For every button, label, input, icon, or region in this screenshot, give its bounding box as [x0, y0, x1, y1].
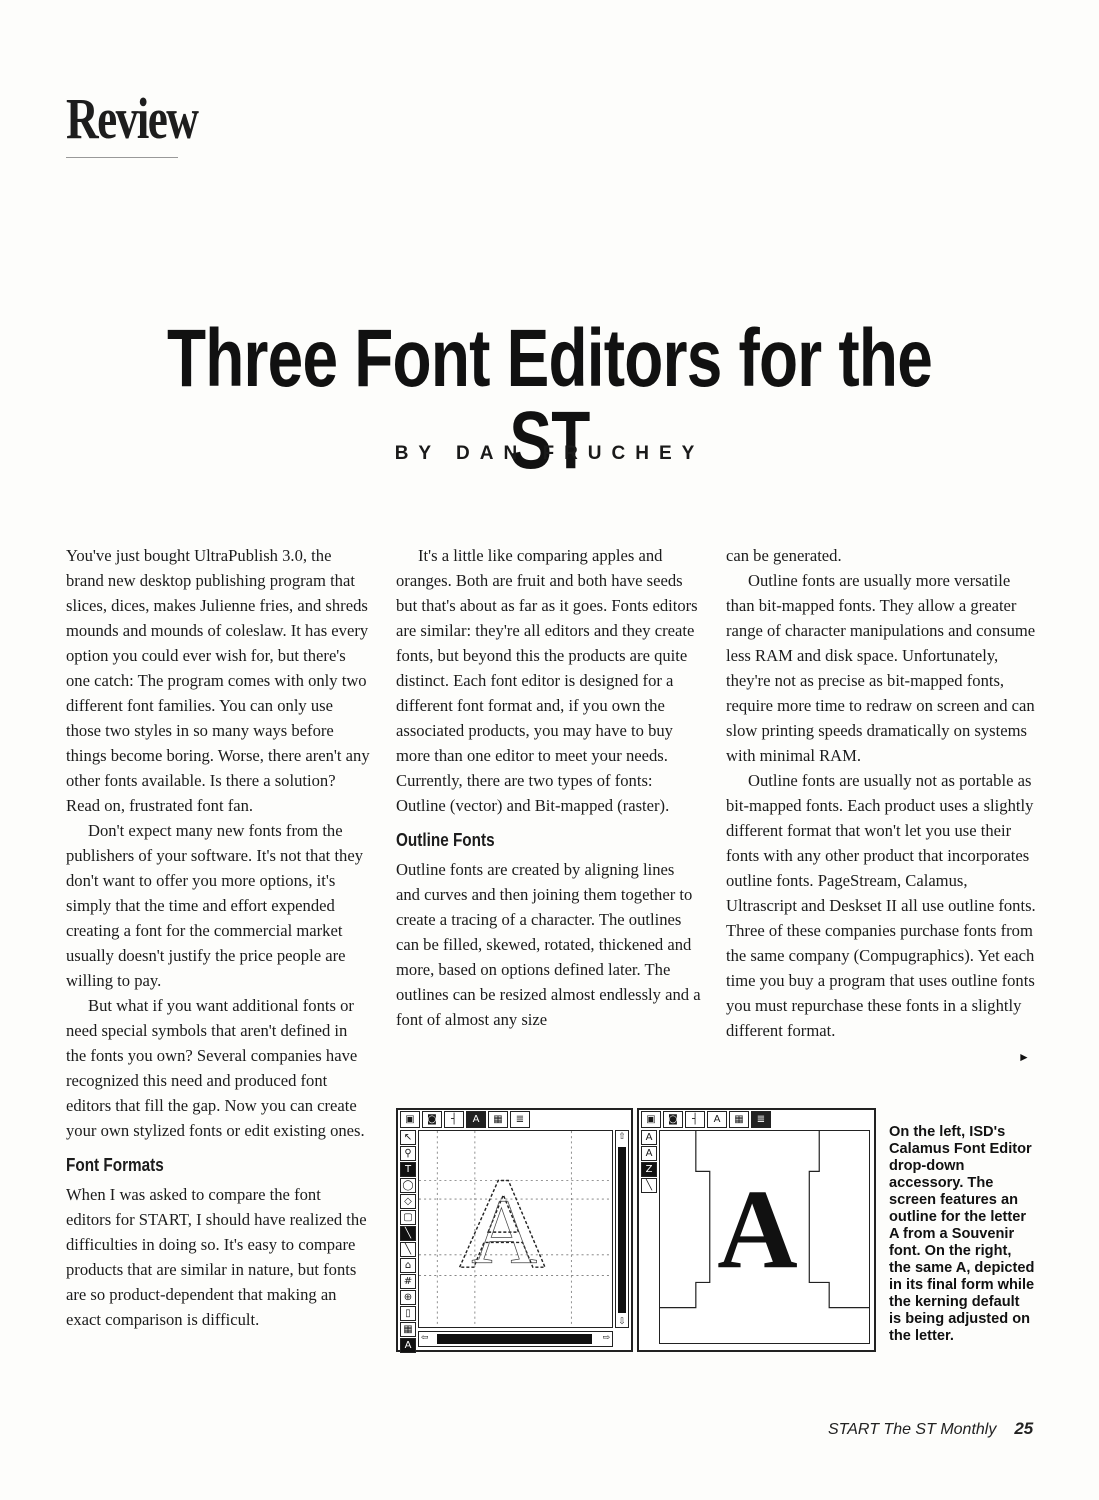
circle-tool-icon[interactable]: ◯: [400, 1178, 416, 1193]
filled-letter: A: [717, 1167, 798, 1293]
figure-caption: On the left, ISD's Calamus Font Editor drop-down accessory. The screen features an outline for the letter A from a Souvenir font. On the right, the same A, depicted in its final form while the kerning default is being adjusted on the letter.: [889, 1124, 1035, 1344]
paragraph: When I was asked to compare the font editors for START, I should have realized the difficulties in doing so. It's easy to compare products that are similar in nature, but fonts are so product-dependent that making an exact comparison is difficult.: [66, 1185, 367, 1329]
publication-name: START The ST Monthly: [828, 1421, 997, 1438]
tool-palette: [641, 1130, 655, 1193]
disk-icon[interactable]: ▣: [641, 1111, 661, 1128]
paragraph: It's a little like comparing apples and oranges. Both are fruit and both have seeds but that's about as far as it goes. Fonts editors are similar: they're all editors and they create fonts, but beyond this the products are quite distinct. Each font editor is designed for a different font format and, if you own the associated products, you may have to buy more than one editor to meet your needs. Currently, there are two types of fonts: Outline (vector) and Bit-mapped (raster).: [396, 546, 698, 815]
section-rule: [66, 157, 178, 158]
column-3: [726, 543, 1036, 1043]
font-icon[interactable]: ≣: [510, 1111, 530, 1128]
char-tool-icon[interactable]: A: [641, 1146, 657, 1161]
subhead-font-formats: Font Formats: [66, 1155, 164, 1175]
box-tool-icon[interactable]: ▢: [400, 1210, 416, 1225]
grid-icon[interactable]: ▦: [729, 1111, 749, 1128]
paragraph: Outline fonts are usually not as portable as bit-mapped fonts. Each product uses a slightly different format that won't let you use their fonts with any other product that incorporates outline fonts. PageStream, Calamus, Ultrascript and Deskset II all use outline fonts. Three of these companies purchase fonts from the same company (Compugraphics). Yet each time you buy a program that uses outline fonts you must repurchase these fonts in a slightly different format.: [726, 771, 1036, 1040]
pointer-tool-icon[interactable]: ↖: [400, 1130, 416, 1145]
paragraph: Outline fonts are usually more versatile than bit-mapped fonts. They allow a greater range of character manipulations and consume less RAM and disk space. Unfortunately, they're not as precise as bit-mapped fonts, require more time to redraw on screen and can slow printing speeds dramatically on systems with minimal RAM.: [726, 571, 1036, 765]
magnify-tool-icon[interactable]: ⚲: [400, 1146, 416, 1161]
trash-tool-icon[interactable]: ▯: [400, 1306, 416, 1321]
node-tool-icon[interactable]: ⌂: [400, 1258, 416, 1273]
tool-palette: [400, 1130, 414, 1353]
scroll-down-icon[interactable]: ⇩: [618, 1316, 626, 1326]
page-footer: [828, 1419, 1033, 1439]
camera-icon[interactable]: ◙: [663, 1111, 683, 1128]
outline-letter: A: [471, 1180, 538, 1284]
diamond-tool-icon[interactable]: ◇: [400, 1194, 416, 1209]
kerning-drawing: [660, 1131, 869, 1343]
section-label: Review: [66, 86, 198, 151]
column-2: [396, 543, 702, 1032]
letter-icon[interactable]: A: [466, 1111, 486, 1128]
editor-toolbar: [639, 1110, 773, 1130]
scroll-thumb[interactable]: [437, 1334, 592, 1344]
camera-icon[interactable]: ◙: [422, 1111, 442, 1128]
ruler-icon[interactable]: ┤: [685, 1111, 705, 1128]
continue-arrow-icon: ►: [1018, 1050, 1030, 1064]
join-tool-icon[interactable]: ⊕: [400, 1290, 416, 1305]
page-number: 25: [1014, 1419, 1034, 1438]
paragraph: But what if you want additional fonts or need special symbols that aren't defined in the fonts you own? Several companies have recognized this need and produced font editors that fill the gap. Now you can create your own stylized fonts or edit existing ones.: [66, 996, 365, 1140]
scroll-up-icon[interactable]: ⇧: [618, 1131, 626, 1141]
outline-letter-drawing: [419, 1131, 612, 1327]
column-1: [66, 543, 370, 1332]
text-tool-icon[interactable]: T: [400, 1162, 416, 1177]
char-tool-icon[interactable]: A: [400, 1338, 416, 1353]
line-tool-icon[interactable]: ╲: [641, 1178, 657, 1193]
pattern-tool-icon[interactable]: ▦: [400, 1322, 416, 1337]
kern-tool-icon[interactable]: Z: [641, 1162, 657, 1177]
horizontal-scrollbar[interactable]: [418, 1331, 613, 1347]
outline-canvas[interactable]: [418, 1130, 613, 1328]
editor-screenshot-right: [637, 1108, 876, 1352]
grid-icon[interactable]: ▦: [488, 1111, 508, 1128]
letter-icon[interactable]: A: [707, 1111, 727, 1128]
line-tool-icon[interactable]: ╲: [400, 1226, 416, 1241]
paragraph: Don't expect many new fonts from the publishers of your software. It's not that they don't want to offer you more options, it's simply that the time and effort expended creating a font for the commercial market usually doesn't justify the price people are willing to pay.: [66, 821, 364, 990]
editor-toolbar: [398, 1110, 532, 1130]
byline: BY DAN FRUCHEY: [394, 443, 705, 464]
paragraph: can be generated.: [726, 546, 842, 565]
scroll-left-icon[interactable]: ⇦: [421, 1332, 429, 1342]
paragraph: Outline fonts are created by aligning lines and curves and then joining them together to create a tracing of a character. The outlines can be filled, skewed, rotated, thickened and more, based on options defined later. The outlines can be resized almost endlessly and a font of almost any size: [396, 860, 701, 1029]
scroll-right-icon[interactable]: ⇨: [602, 1332, 610, 1342]
ruler-icon[interactable]: ┤: [444, 1111, 464, 1128]
hatch-tool-icon[interactable]: #: [400, 1274, 416, 1289]
char-tool-icon[interactable]: A: [641, 1130, 657, 1145]
preview-canvas[interactable]: [659, 1130, 870, 1344]
paragraph: You've just bought UltraPublish 3.0, the brand new desktop publishing program that slices, dices, makes Julienne fries, and shreds mounds and mounds of coleslaw. It has every option you could ever wish for, but there's one catch: The program comes with only two different font families. You can only use those two styles in so many ways before things become boring. Worse, there aren't any other fonts available. Is there a solution? Read on, frustrated font fan.: [66, 546, 370, 815]
subhead-outline-fonts: Outline Fonts: [396, 830, 495, 850]
vertical-scrollbar[interactable]: [615, 1130, 629, 1328]
font-icon[interactable]: ≣: [751, 1111, 771, 1128]
disk-icon[interactable]: ▣: [400, 1111, 420, 1128]
editor-screenshot-left: [396, 1108, 633, 1352]
curve-tool-icon[interactable]: ╲: [400, 1242, 416, 1257]
article-title: Three Font Editors for the ST: [166, 313, 933, 486]
scroll-thumb[interactable]: [618, 1147, 626, 1313]
